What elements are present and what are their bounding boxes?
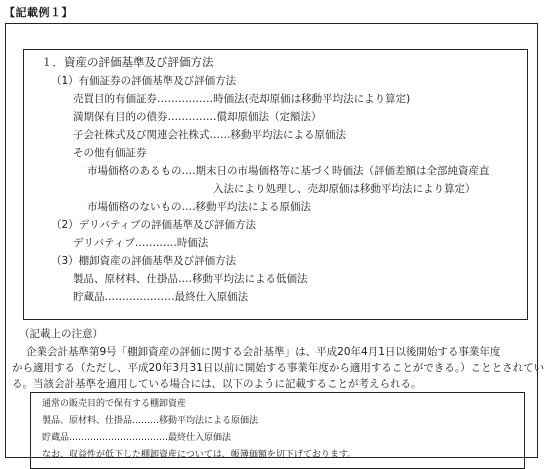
other-securities-line: その他有価証券 xyxy=(73,147,147,159)
supplies-line: 貯蔵品‥‥‥‥‥‥‥‥‥‥最終仕入原価法 xyxy=(73,291,249,303)
notes-paragraph xyxy=(12,344,545,392)
inventory-subheading: （3）棚卸資産の評価基準及び評価方法 xyxy=(51,255,237,267)
marketable-line-continued: 入法により処理し、売却原価は移動平均法により算定） xyxy=(213,183,476,195)
securities-subheading: （1）有価証券の評価基準及び評価方法 xyxy=(51,75,237,87)
sample-disclosure-box xyxy=(30,392,525,469)
products-line: 製品、原材料、仕掛品‥‥移動平均法による低価法 xyxy=(73,273,308,285)
trading-securities-line: 売買目的有価証券‥‥‥‥‥‥‥‥時価法(売却原価は移動平均法により算定) xyxy=(73,93,411,105)
non-marketable-line: 市場価格のないもの‥‥移動平均法による原価法 xyxy=(87,201,312,213)
notes-paragraph-line: る。当該会計基準を適用している場合には、以下のように記載することが考えられる。 xyxy=(12,378,422,390)
sample-line: なお、収益性が低下した棚卸資産については、帳簿価額を切下げております。 xyxy=(42,450,357,460)
section-title: １．資産の評価基準及び評価方法 xyxy=(41,55,214,69)
derivatives-line: デリバティブ‥‥‥‥‥‥時価法 xyxy=(73,237,209,249)
example-heading: 【記載例１】 xyxy=(4,6,73,19)
valuation-policy-box xyxy=(23,49,528,320)
example-frame xyxy=(5,23,545,460)
sample-line: 通常の販売目的で保有する棚卸資産 xyxy=(42,399,187,409)
held-to-maturity-line: 満期保有目的の債券‥‥‥‥‥‥‥償却原価法（定額法） xyxy=(73,111,322,123)
marketable-line: 市場価格のあるもの‥‥期末日の市場価格等に基づく時価法（評価差額は全部純資産直 xyxy=(87,165,490,177)
sample-line: 製品、原材料、仕掛品………移動平均法による原価法 xyxy=(42,416,259,426)
subsidiary-shares-line: 子会社株式及び関連会社株式‥‥‥移動平均法による原価法 xyxy=(73,129,347,141)
notes-paragraph-line: から適用する（ただし、平成20年3月31日以前に開始する事業年度から適用することができる。）こととされてい xyxy=(12,362,545,374)
derivatives-subheading: （2）デリバティブの評価基準及び評価方法 xyxy=(51,219,257,231)
sample-line: 貯蔵品……………………………最終仕入原価法 xyxy=(42,433,232,443)
notes-paragraph-line: 企業会計基準第9号「棚卸資産の評価に関する会計基準」は、平成20年4月1日以後開始する事業年度 xyxy=(26,346,501,358)
notes-label: （記載上の注意） xyxy=(19,328,103,340)
